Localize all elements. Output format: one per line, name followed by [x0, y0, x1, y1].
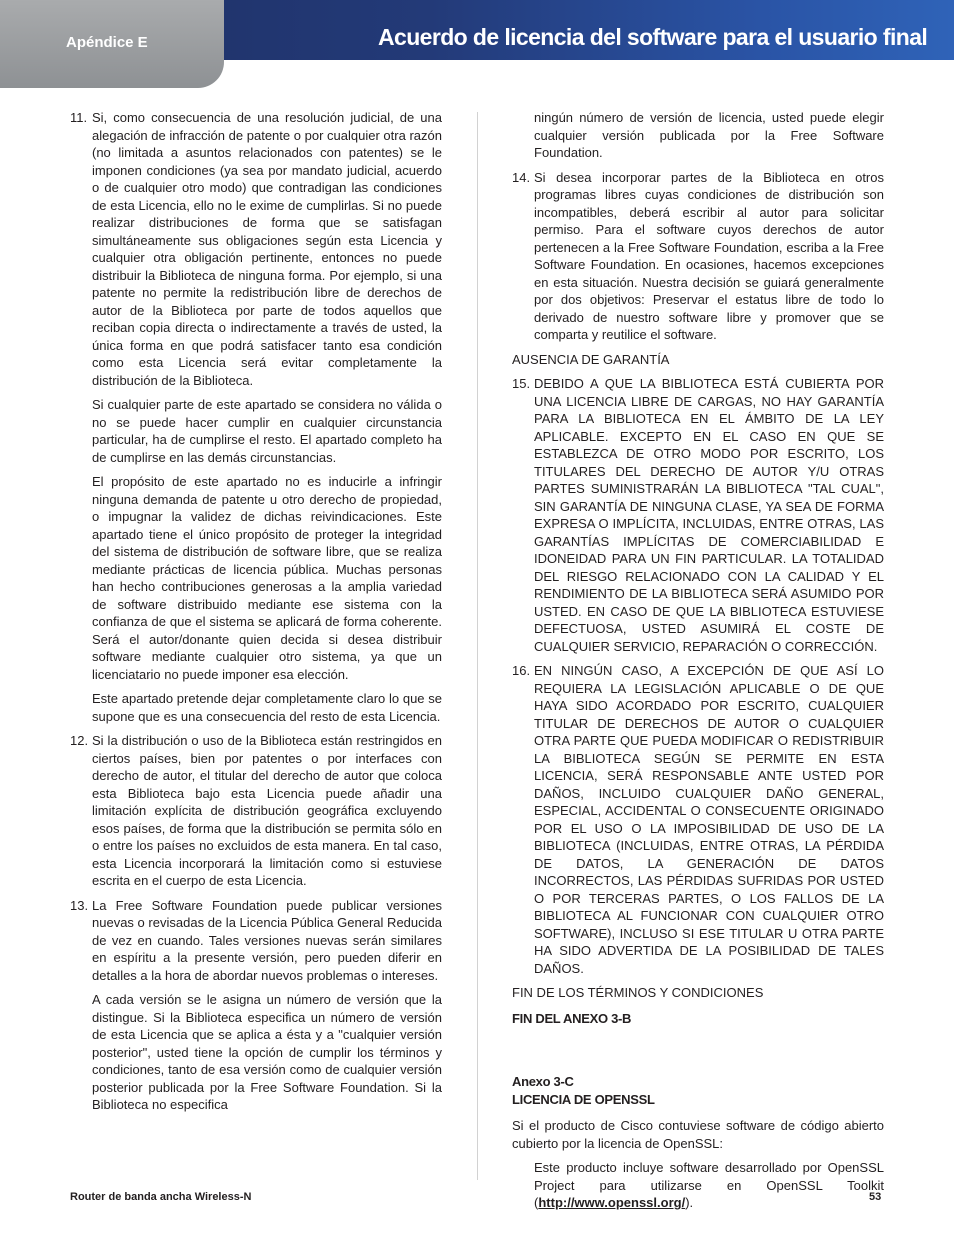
annex-title: Anexo 3-C — [512, 1074, 574, 1089]
appendix-tab — [0, 0, 224, 88]
clause-paragraph: El propósito de este apartado no es inducirle a infringir ninguna demanda de patente u otro derecho de propiedad, o impugnar la validez de dichas reivindicaciones. Este apartado tiene el único propósito de proteger la integridad del sistema de distribución de software libre, que se realiza mediante prácticas de licencia pública. Muchas personas han hecho contribuciones generosas a la amplia variedad de software distribuido mediante ese sistema con la confianza de que el sistema se aplicará de forma coherente. Será el autor/donante quien decida si desea distribuir software mediante cualquier otro sistema, ya que un licenciatario no puede imponer esa elección. — [92, 474, 442, 682]
section-heading-no-warranty: AUSENCIA DE GARANTÍA — [512, 351, 670, 367]
clause-number: 16. — [512, 663, 531, 678]
clause-12 — [70, 732, 442, 890]
right-column — [512, 109, 884, 1219]
clause-paragraph: A cada versión se le asigna un número de versión que la distingue. Si la Biblioteca especifica un número de versión de esta Licencia que se aplica a ésta y a "cualquier versión posterior", usted tiene la opción de cumplir los términos y condiciones, tanto de esa versión como de cualquier versión posterior publicada por la Free Software Foundation. Si la Biblioteca no especifica — [92, 992, 442, 1112]
footer-product-name: Router de banda ancha Wireless-N — [70, 1191, 252, 1203]
clause-number: 12. — [70, 733, 89, 748]
clause-paragraph: DEBIDO A QUE LA BIBLIOTECA ESTÁ CUBIERTA POR UNA LICENCIA LIBRE DE CARGAS, NO HAY GARANTÍA PARA LA BIBLIOTECA EN EL ÁMBITO DE LA LEY APLICABLE. EXCEPTO EN EL CASO EN QUE SE ESTABLEZCA DE OTRO MODO POR ESCRITO, LOS TITULARES DEL DERECHO DE AUTOR Y/U OTRAS PARTES SUMINISTRARÁN LA BIBLIOTECA "TAL CUAL", SIN GARANTÍA DE NINGUNA CLASE, YA SEA DE FORMA EXPRESA O IMPLÍCITA, INCLUIDAS, ENTRE OTRAS, LAS GARANTÍAS IMPLÍCITAS DE COMERCIABILIDAD E IDONEIDAD PARA UN FIN PARTICULAR. LA TOTALIDAD DEL RIESGO RELACIONADO CON LA CALIDAD Y EL RENDIMIENTO DE LA BIBLIOTECA SERÁ ASUMIDO POR USTED. EN CASO DE QUE LA BIBLIOTECA ESTUVIESE DEFECTUOSA, USTED ASUMIRÁ EL COSTE DE CUALQUIER SERVICIO, REPARACIÓN O CORRECCIÓN. — [534, 376, 884, 654]
end-of-terms: FIN DE LOS TÉRMINOS Y CONDICIONES — [512, 985, 764, 1000]
clause-paragraph: La Free Software Foundation puede publicar versiones nuevas o revisadas de la Licencia Pública General Reducida de vez en cuando. Tales versiones nuevas serán similares en espíritu a la presente versión, pero pueden diferir en detalles a la hora de abordar nuevos problemas o intereses. — [92, 897, 442, 983]
openssl-link[interactable]: http://www.openssl.org/ — [538, 1195, 686, 1210]
page-header — [0, 0, 954, 88]
clause-number: 13. — [70, 897, 89, 913]
openssl-notice-suffix: ). — [685, 1195, 694, 1210]
clause-paragraph: Si desea incorporar partes de la Biblioteca en otros programas libres cuyas condiciones de distribución son incompatibles, deberá escribir al autor para solicitar permiso. Para el software cuyos derechos de autor pertenecen a la Free Software Foundation, escriba a la Free Software Foundation. En ocasiones, hacemos excepciones en esta situación. Nuestra decisión se guiará generalmente por dos objetivos: Preservar el estatus libre de todo lo derivado de nuestro software libre y promover que se comparta y reutilice el software. — [534, 169, 884, 342]
clause-number: 11. — [70, 110, 88, 125]
openssl-intro: Si el producto de Cisco contuviese software de código abierto cubierto por la licencia de OpenSSL: — [512, 1118, 884, 1151]
end-of-annex-heading: FIN DEL ANEXO 3-B — [512, 1010, 632, 1026]
clause-13 — [70, 897, 442, 1114]
clause-number: 14. — [512, 169, 531, 185]
column-divider — [477, 112, 478, 1180]
clause-16 — [512, 662, 884, 977]
clause-paragraph: Si la distribución o uso de la Biblioteca están restringidos en ciertos países, bien por patentes o por interfaces con derecho de autor, el titular del derecho de autor que coloca esta Biblioteca bajo esta Licencia puede añadir una limitación explícita de distribución geográfica excluyendo esos países, de forma que la distribución se permita sólo en o entre los países no excluidos de esta manera. En tal caso, esta Licencia incorporará la limitación como si estuviese escrita en el cuerpo de esta Licencia. — [92, 733, 442, 888]
appendix-label: Apéndice E — [66, 34, 148, 51]
clause-paragraph: Si cualquier parte de este apartado se considera no válida o no se puede hacer cumplir en cualquier circunstancia particular, ha de cumplirse el resto. El apartado completo ha de cumplirse en las demás circunstancias. — [92, 397, 442, 465]
footer-page-number: 53 — [869, 1191, 882, 1203]
clause-paragraph: Si, como consecuencia de una resolución judicial, de una alegación de infracción de patente o por cualquier otra razón (no limitada a asuntos relacionados con patentes) se le imponen condiciones (ya sea por mandato judicial, acuerdo o de cualquier otro modo) que contradigan las condiciones de esta Licencia, ello no le exime de cumplirlas. Si no puede realizar distribuciones de forma que se satisfagan simultáneamente sus obligaciones según esta Licencia y cualquier otra obligación pertinente, entonces no puede distribuir la Biblioteca de ninguna forma. Por ejemplo, si una patente no permite la redistribución libre de derechos de autor de la Biblioteca por parte de todos aquellos que reciban copia directa o indirectamente a través de usted, la única forma en que podrá satisfacer tanto esa condición como esta Licencia será evitar completamente la distribución de la Biblioteca. — [92, 110, 442, 388]
clause-15 — [512, 375, 884, 655]
clause-number: 15. — [512, 376, 531, 391]
annex-subtitle: LICENCIA DE OPENSSL — [512, 1091, 655, 1107]
clause-11 — [70, 109, 442, 725]
annex-heading-block — [512, 1073, 884, 1108]
left-column — [70, 109, 442, 1121]
clause-14 — [512, 169, 884, 344]
openssl-notice — [512, 1159, 884, 1212]
openssl-notice-prefix: Este producto incluye software desarrollado por OpenSSL Project para utilizarse en OpenSSL Toolkit ( — [534, 1160, 884, 1210]
page-title: Acuerdo de licencia del software para el usuario final — [378, 24, 928, 50]
clause-13-continuation: ningún número de versión de licencia, usted puede elegir cualquier versión publicada por la Free Software Foundation. — [534, 110, 884, 160]
clause-paragraph: EN NINGÚN CASO, A EXCEPCIÓN DE QUE ASÍ LO REQUIERA LA LEGISLACIÓN APLICABLE O DE QUE HAYA SIDO ACORDADO POR ESCRITO, CUALQUIER TITULAR DE DERECHOS DE AUTOR O CUALQUIER OTRA PARTE QUE PUEDA MODIFICAR O REDISTRIBUIR LA BIBLIOTECA SEGÚN SE PERMITE EN ESTA LICENCIA, SERÁ RESPONSABLE ANTE USTED POR DAÑOS, INCLUIDO CUALQUIER DAÑO GENERAL, ESPECIAL, ACCIDENTAL O CONSECUENTE ORIGINADO POR EL USO O LA IMPOSIBILIDAD DE USO DE LA BIBLIOTECA (INCLUIDAS, ENTRE OTRAS, LA PÉRDIDA DE DATOS, LA GENERACIÓN DE DATOS INCORRECTOS, LAS PÉRDIDAS SUFRIDAS POR USTED O POR TERCERAS PARTES, O LOS FALLOS DE LA BIBLIOTECA AL FUNCIONAR CON CUALQUIER OTRO SOFTWARE), INCLUSO SI ESE TITULAR U OTRA PARTE HA SIDO ADVERTIDA DE LA POSIBILIDAD DE TALES DAÑOS. — [534, 663, 884, 976]
clause-paragraph: Este apartado pretende dejar completamente claro lo que se supone que es una consecuencia del resto de esta Licencia. — [92, 691, 442, 724]
